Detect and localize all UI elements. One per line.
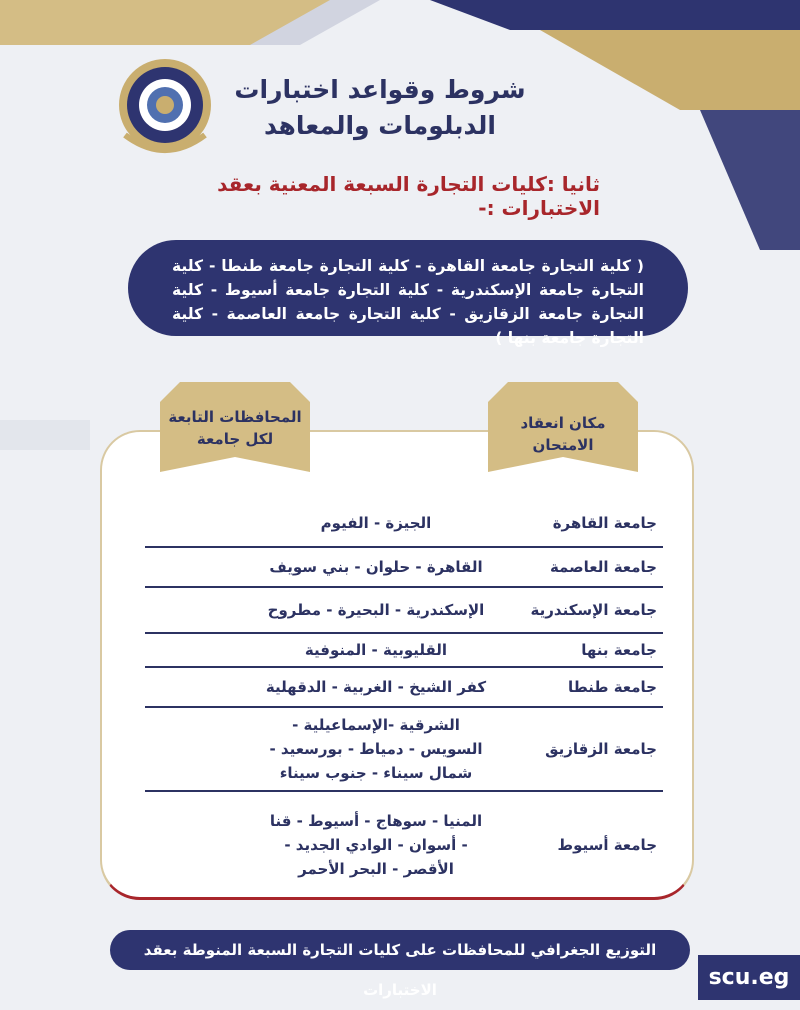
university-cell: جامعة القاهرة: [552, 514, 657, 532]
footer-caption: التوزيع الجغرافي للمحافظات على كليات التجارة السبعة المنوطة بعقد الاختبارات: [110, 930, 690, 970]
university-seal-logo: [115, 55, 215, 165]
governorates-cell: القليوبية - المنوفية: [304, 641, 448, 659]
university-cell: جامعة الزقازيق: [545, 740, 657, 758]
governorates-cell: الجيزة - الفيوم: [320, 514, 432, 532]
governorates-cell: القاهرة - حلوان - بني سويف: [269, 558, 483, 576]
brand-label: scu.eg: [698, 955, 800, 1000]
university-cell: جامعة طنطا: [567, 678, 657, 696]
table-row: [145, 668, 663, 708]
governorates-cell: المنيا - سوهاج - أسيوط - قنا - أسوان - الوادي الجديد - الأقصر - البحر الأحمر: [269, 812, 483, 878]
header-tab-university: [488, 382, 638, 472]
table-row: [145, 634, 663, 668]
governorates-cell: الإسكندرية - البحيرة - مطروح: [267, 601, 485, 619]
university-cell: جامعة بنها: [581, 641, 657, 659]
table-row: [145, 500, 663, 548]
title-line-2: الدبلومات والمعاهد: [264, 111, 496, 140]
colleges-list: ( كلية التجارة جامعة القاهرة - كلية التجارة جامعة طنطا - كلية التجارة جامعة الإسكندرية - كلية التجارة جامعة أسيوط - كلية التجارة جامعة الزقازيق - كلية التجارة جامعة العاصمة - كلية التجارة جامعة بنها ): [128, 240, 688, 336]
governorates-cell: الشرقية -الإسماعيلية - السويس - دمياط - بورسعيد - شمال سيناء - جنوب سيناء: [269, 716, 483, 782]
section-heading: ثانيا :كليات التجارة السبعة المعنية بعقد الاختبارات :-: [217, 172, 600, 220]
university-cell: جامعة أسيوط: [557, 836, 657, 854]
table-row: [145, 792, 663, 898]
table-row: [145, 588, 663, 634]
university-cell: جامعة الإسكندرية: [530, 601, 657, 619]
header-tab-governorates: [160, 382, 310, 472]
col-university-label: مكان انعقاد الامتحان: [520, 414, 606, 454]
table-row: [145, 548, 663, 588]
page-title: [230, 72, 530, 144]
title-line-1: شروط وقواعد اختبارات: [234, 75, 526, 104]
table-row: [145, 708, 663, 792]
distribution-table: [145, 500, 663, 898]
governorates-cell: كفر الشيخ - الغربية - الدقهلية: [265, 678, 487, 696]
university-cell: جامعة العاصمة: [549, 558, 657, 576]
col-governorates-label: المحافظات التابعة لكل جامعة: [168, 408, 302, 448]
